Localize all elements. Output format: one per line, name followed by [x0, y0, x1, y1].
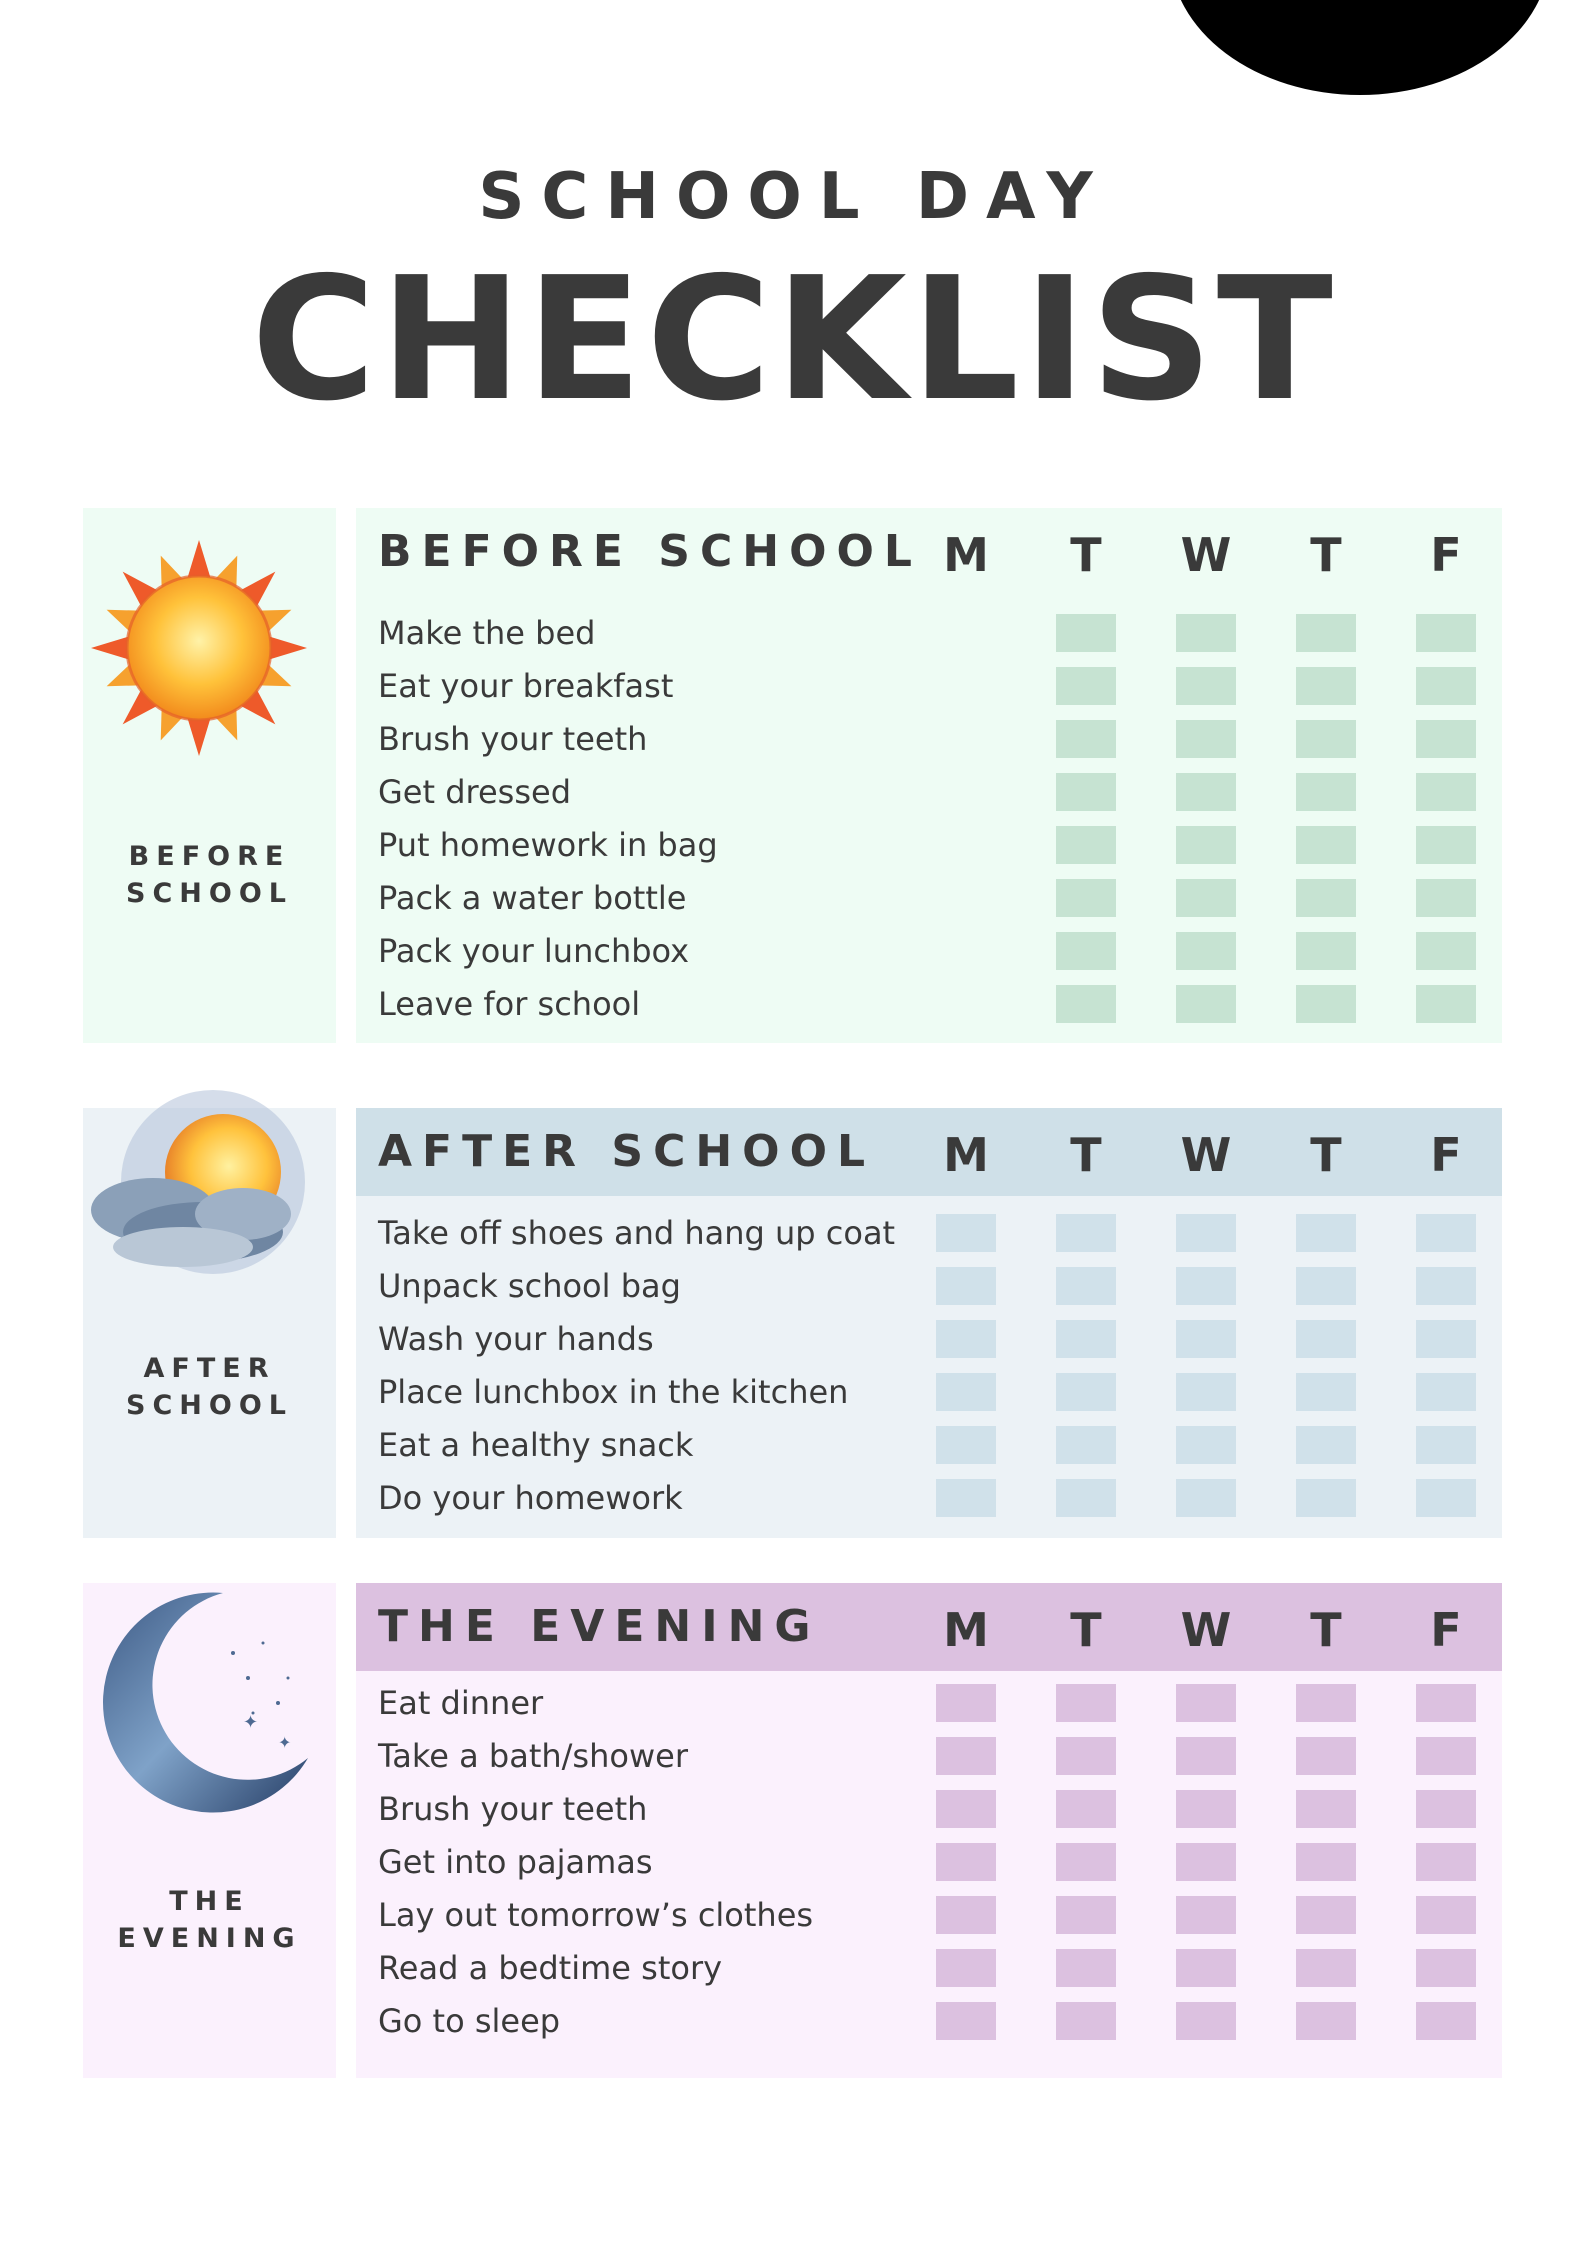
task-row [356, 926, 1502, 979]
checkbox-day-2[interactable] [1176, 1949, 1236, 1987]
checkbox-day-3[interactable] [1296, 1373, 1356, 1411]
checkbox-day-0[interactable] [936, 1843, 996, 1881]
evening-side-label [83, 1883, 336, 1957]
checkbox-day-4[interactable] [1416, 1320, 1476, 1358]
task-label: Brush your teeth [378, 1790, 648, 1828]
checkbox-day-2[interactable] [1176, 1790, 1236, 1828]
checkbox-day-0[interactable] [936, 1790, 996, 1828]
checkbox-day-1[interactable] [1056, 1684, 1116, 1722]
task-row [356, 1890, 1502, 1943]
day-header-3: T [1310, 528, 1342, 582]
checkbox-day-2[interactable] [1176, 1737, 1236, 1775]
side-label-line: EVENING [117, 1923, 302, 1954]
checkbox-day-2[interactable] [1176, 1684, 1236, 1722]
day-header-1: T [1070, 1603, 1102, 1657]
side-label-line: SCHOOL [126, 1390, 293, 1421]
before-school-side-panel [83, 508, 336, 1043]
checkbox-day-1[interactable] [1056, 1843, 1116, 1881]
checkbox-day-0[interactable] [936, 1949, 996, 1987]
before-school-header [356, 508, 1502, 596]
side-label-line: AFTER [143, 1353, 276, 1384]
checkbox-day-3[interactable] [1296, 826, 1356, 864]
checkbox-day-0[interactable] [936, 1737, 996, 1775]
task-label: Eat your breakfast [378, 667, 674, 705]
checkbox-day-0[interactable] [936, 1684, 996, 1722]
day-header-2: W [1180, 1128, 1232, 1182]
after-school-side-label [83, 1350, 336, 1424]
checkbox-day-1[interactable] [1056, 1949, 1116, 1987]
checkbox-day-1[interactable] [1056, 1214, 1116, 1252]
task-row [356, 1261, 1502, 1314]
checkbox-day-4[interactable] [1416, 1684, 1476, 1722]
moon-icon [103, 1583, 323, 1823]
checkbox-day-1[interactable] [1056, 1737, 1116, 1775]
task-row [356, 661, 1502, 714]
checkbox-day-3[interactable] [1296, 1790, 1356, 1828]
checkbox-day-0[interactable] [936, 1214, 996, 1252]
checkbox-day-2[interactable] [1176, 720, 1236, 758]
after-school-side-panel [83, 1108, 336, 1538]
page-subtitle: SCHOOL DAY [478, 160, 1110, 234]
checkbox-day-3[interactable] [1296, 1896, 1356, 1934]
side-label-line: BEFORE [128, 841, 291, 872]
checkbox-day-2[interactable] [1176, 1320, 1236, 1358]
checkbox-day-2[interactable] [1176, 985, 1236, 1023]
checkbox-day-3[interactable] [1296, 1737, 1356, 1775]
checkbox-day-4[interactable] [1416, 667, 1476, 705]
task-label: Do your homework [378, 1479, 683, 1517]
after-school-header [356, 1108, 1502, 1196]
day-header-1: T [1070, 528, 1102, 582]
day-header-0: M [943, 1128, 989, 1182]
task-label: Eat a healthy snack [378, 1426, 694, 1464]
task-label: Pack your lunchbox [378, 932, 690, 970]
sun-ray [268, 636, 307, 660]
checkbox-day-2[interactable] [1176, 1843, 1236, 1881]
task-label: Go to sleep [378, 2002, 561, 2040]
checkbox-day-1[interactable] [1056, 720, 1116, 758]
task-row [356, 1473, 1502, 1526]
checkbox-day-3[interactable] [1296, 1267, 1356, 1305]
task-label: Leave for school [378, 985, 641, 1023]
checkbox-day-4[interactable] [1416, 879, 1476, 917]
task-label: Wash your hands [378, 1320, 654, 1358]
checkbox-day-1[interactable] [1056, 1479, 1116, 1517]
checkbox-day-1[interactable] [1056, 667, 1116, 705]
before-school-side-label [83, 838, 336, 912]
checkbox-day-1[interactable] [1056, 985, 1116, 1023]
checkbox-day-1[interactable] [1056, 1373, 1116, 1411]
checkbox-day-2[interactable] [1176, 932, 1236, 970]
checkbox-day-4[interactable] [1416, 614, 1476, 652]
checkbox-day-2[interactable] [1176, 1896, 1236, 1934]
checkbox-day-1[interactable] [1056, 1267, 1116, 1305]
task-row [356, 1208, 1502, 1261]
checkbox-day-2[interactable] [1176, 1373, 1236, 1411]
checkbox-day-4[interactable] [1416, 1426, 1476, 1464]
task-label: Take a bath/shower [378, 1737, 688, 1775]
after-school-title: AFTER SCHOOL [378, 1126, 876, 1177]
checkbox-day-3[interactable] [1296, 1214, 1356, 1252]
checkbox-day-3[interactable] [1296, 2002, 1356, 2040]
day-header-3: T [1310, 1128, 1342, 1182]
task-row [356, 1420, 1502, 1473]
task-label: Unpack school bag [378, 1267, 681, 1305]
checkbox-day-1[interactable] [1056, 826, 1116, 864]
checkbox-day-3[interactable] [1296, 1684, 1356, 1722]
checkbox-day-1[interactable] [1056, 1896, 1116, 1934]
checkbox-day-4[interactable] [1416, 932, 1476, 970]
task-row [356, 1996, 1502, 2049]
checkbox-day-4[interactable] [1416, 1267, 1476, 1305]
checkbox-day-3[interactable] [1296, 667, 1356, 705]
day-header-0: M [943, 1603, 989, 1657]
checkbox-day-0[interactable] [936, 1426, 996, 1464]
task-row [356, 1784, 1502, 1837]
checkbox-day-0[interactable] [936, 2002, 996, 2040]
day-header-1: T [1070, 1128, 1102, 1182]
checkbox-day-1[interactable] [1056, 614, 1116, 652]
side-label-line: THE [169, 1886, 250, 1917]
checkbox-day-2[interactable] [1176, 2002, 1236, 2040]
day-header-4: F [1430, 528, 1462, 582]
checkbox-day-2[interactable] [1176, 667, 1236, 705]
checkbox-day-3[interactable] [1296, 879, 1356, 917]
checkbox-day-3[interactable] [1296, 614, 1356, 652]
task-label: Put homework in bag [378, 826, 718, 864]
task-row [356, 1943, 1502, 1996]
checkbox-day-4[interactable] [1416, 826, 1476, 864]
checkbox-day-3[interactable] [1296, 1426, 1356, 1464]
task-row [356, 714, 1502, 767]
checkbox-day-1[interactable] [1056, 932, 1116, 970]
checkbox-day-3[interactable] [1296, 932, 1356, 970]
day-header-4: F [1430, 1603, 1462, 1657]
checkbox-day-3[interactable] [1296, 720, 1356, 758]
side-label-line: SCHOOL [126, 878, 293, 909]
task-label: Get dressed [378, 773, 571, 811]
checkbox-day-4[interactable] [1416, 720, 1476, 758]
day-header-2: W [1180, 1603, 1232, 1657]
task-row [356, 1367, 1502, 1420]
task-label: Get into pajamas [378, 1843, 653, 1881]
day-header-2: W [1180, 528, 1232, 582]
checkbox-day-3[interactable] [1296, 773, 1356, 811]
checkbox-day-1[interactable] [1056, 879, 1116, 917]
checkbox-day-0[interactable] [936, 1896, 996, 1934]
before-school-panel [356, 508, 1502, 1043]
checkbox-day-4[interactable] [1416, 1737, 1476, 1775]
task-label: Eat dinner [378, 1684, 544, 1722]
checkbox-day-0[interactable] [936, 1267, 996, 1305]
task-label: Take off shoes and hang up coat [378, 1214, 896, 1252]
task-row [356, 979, 1502, 1032]
task-row [356, 873, 1502, 926]
checkbox-day-4[interactable] [1416, 1843, 1476, 1881]
day-header-3: T [1310, 1603, 1342, 1657]
checkbox-day-2[interactable] [1176, 614, 1236, 652]
task-row [356, 1837, 1502, 1890]
checkbox-day-1[interactable] [1056, 1320, 1116, 1358]
checkbox-day-4[interactable] [1416, 1896, 1476, 1934]
sun-cloud-icon [83, 1082, 315, 1302]
task-row [356, 608, 1502, 661]
checkbox-day-4[interactable] [1416, 1790, 1476, 1828]
checkbox-day-1[interactable] [1056, 1426, 1116, 1464]
checkbox-day-3[interactable] [1296, 1479, 1356, 1517]
before-school-title: BEFORE SCHOOL [378, 526, 922, 577]
checkbox-day-2[interactable] [1176, 826, 1236, 864]
checkbox-day-4[interactable] [1416, 1214, 1476, 1252]
after-school-panel [356, 1108, 1502, 1538]
checkbox-day-1[interactable] [1056, 2002, 1116, 2040]
checkbox-day-4[interactable] [1416, 1373, 1476, 1411]
sun-icon [89, 508, 309, 788]
task-row [356, 1678, 1502, 1731]
task-label: Read a bedtime story [378, 1949, 723, 1987]
sun-ray [91, 636, 130, 660]
checkbox-day-2[interactable] [1176, 1267, 1236, 1305]
checkbox-day-4[interactable] [1416, 1479, 1476, 1517]
checkbox-day-4[interactable] [1416, 985, 1476, 1023]
checkbox-day-2[interactable] [1176, 1479, 1236, 1517]
checkbox-day-0[interactable] [936, 1479, 996, 1517]
page-title: CHECKLIST [251, 241, 1337, 439]
checkbox-day-3[interactable] [1296, 1949, 1356, 1987]
evening-side-panel [83, 1583, 336, 2078]
evening-header [356, 1583, 1502, 1671]
checkbox-day-3[interactable] [1296, 1320, 1356, 1358]
evening-title: THE EVENING [378, 1601, 821, 1652]
evening-panel [356, 1583, 1502, 2078]
checkbox-day-4[interactable] [1416, 773, 1476, 811]
day-header-0: M [943, 528, 989, 582]
task-row [356, 767, 1502, 820]
task-row [356, 1731, 1502, 1784]
svg-text:✦: ✦ [243, 1712, 259, 1733]
day-header-4: F [1430, 1128, 1462, 1182]
sun-ray [187, 540, 211, 579]
sun-ray [187, 717, 211, 756]
decorative-circle [1170, 0, 1550, 95]
task-row [356, 1314, 1502, 1367]
checkbox-day-3[interactable] [1296, 985, 1356, 1023]
checkbox-day-1[interactable] [1056, 773, 1116, 811]
task-label: Pack a water bottle [378, 879, 687, 917]
checkbox-day-4[interactable] [1416, 1949, 1476, 1987]
checkbox-day-0[interactable] [936, 1373, 996, 1411]
checkbox-day-4[interactable] [1416, 2002, 1476, 2040]
task-label: Make the bed [378, 614, 596, 652]
task-row [356, 820, 1502, 873]
task-label: Lay out tomorrow’s clothes [378, 1896, 814, 1934]
checkbox-day-2[interactable] [1176, 773, 1236, 811]
checkbox-day-3[interactable] [1296, 1843, 1356, 1881]
checkbox-day-2[interactable] [1176, 1214, 1236, 1252]
task-label: Brush your teeth [378, 720, 648, 758]
checkbox-day-2[interactable] [1176, 879, 1236, 917]
checkbox-day-1[interactable] [1056, 1790, 1116, 1828]
checkbox-day-0[interactable] [936, 1320, 996, 1358]
svg-text:✦: ✦ [278, 1733, 292, 1752]
task-label: Place lunchbox in the kitchen [378, 1373, 849, 1411]
checkbox-day-2[interactable] [1176, 1426, 1236, 1464]
